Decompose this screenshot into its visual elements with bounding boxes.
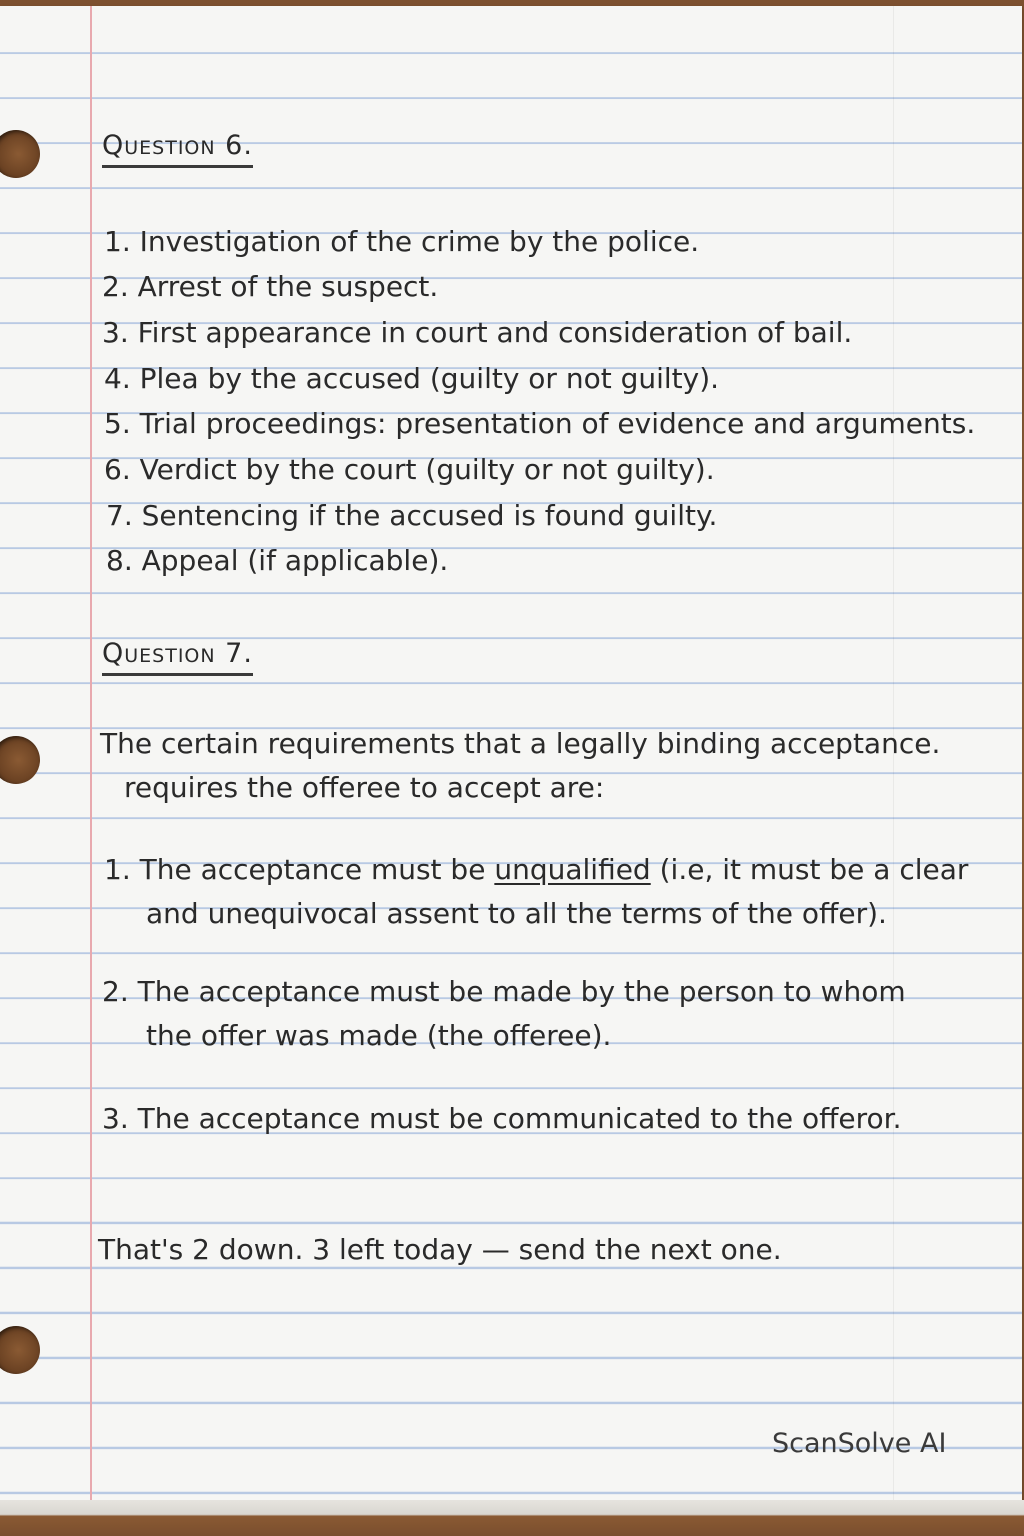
q7-requirement-1-continued: and unequivocal assent to all the terms of the offer). [146, 897, 887, 930]
q6-item-4: 4. Plea by the accused (guilty or not guilty). [104, 362, 720, 395]
punch-hole-top [0, 130, 40, 178]
q7-requirement-3: 3. The acceptance must be communicated to the offeror. [102, 1102, 902, 1135]
scansolve-ai-watermark: ScanSolve AI [772, 1428, 947, 1459]
punch-hole-bottom [0, 1326, 40, 1374]
page-crease [893, 6, 894, 1524]
punch-hole-middle [0, 736, 40, 784]
q7-req1-underlined: unqualified [494, 853, 651, 886]
q6-item-3: 3. First appearance in court and consideration of bail. [102, 316, 853, 349]
q7-req1-prefix: 1. The acceptance must be [104, 853, 495, 886]
q6-item-8: 8. Appeal (if applicable). [106, 544, 449, 577]
notebook-page [0, 6, 1022, 1524]
margin-line [90, 6, 92, 1524]
q6-item-2: 2. Arrest of the suspect. [102, 270, 439, 303]
page-bottom-edge [0, 1500, 1024, 1536]
q7-intro-line-1: The certain requirements that a legally binding acceptance. [100, 727, 941, 760]
q7-intro-line-2: requires the offeree to accept are: [124, 771, 605, 804]
question-6-heading: Question 6. [102, 132, 253, 168]
question-7-heading: Question 7. [102, 640, 253, 676]
q6-item-1: 1. Investigation of the crime by the police. [104, 225, 700, 258]
q7-requirement-1 [104, 853, 969, 886]
q7-requirement-2: 2. The acceptance must be made by the person to whom [102, 975, 906, 1008]
q7-req1-suffix: (i.e, it must be a clear [650, 853, 969, 886]
q6-item-6: 6. Verdict by the court (guilty or not guilty). [104, 453, 715, 486]
q7-requirement-2-continued: the offer was made (the offeree). [146, 1019, 612, 1052]
footer-note: That's 2 down. 3 left today — send the next one. [98, 1233, 782, 1266]
q6-item-5: 5. Trial proceedings: presentation of evidence and arguments. [104, 407, 976, 440]
q6-item-7: 7. Sentencing if the accused is found guilty. [106, 499, 718, 532]
